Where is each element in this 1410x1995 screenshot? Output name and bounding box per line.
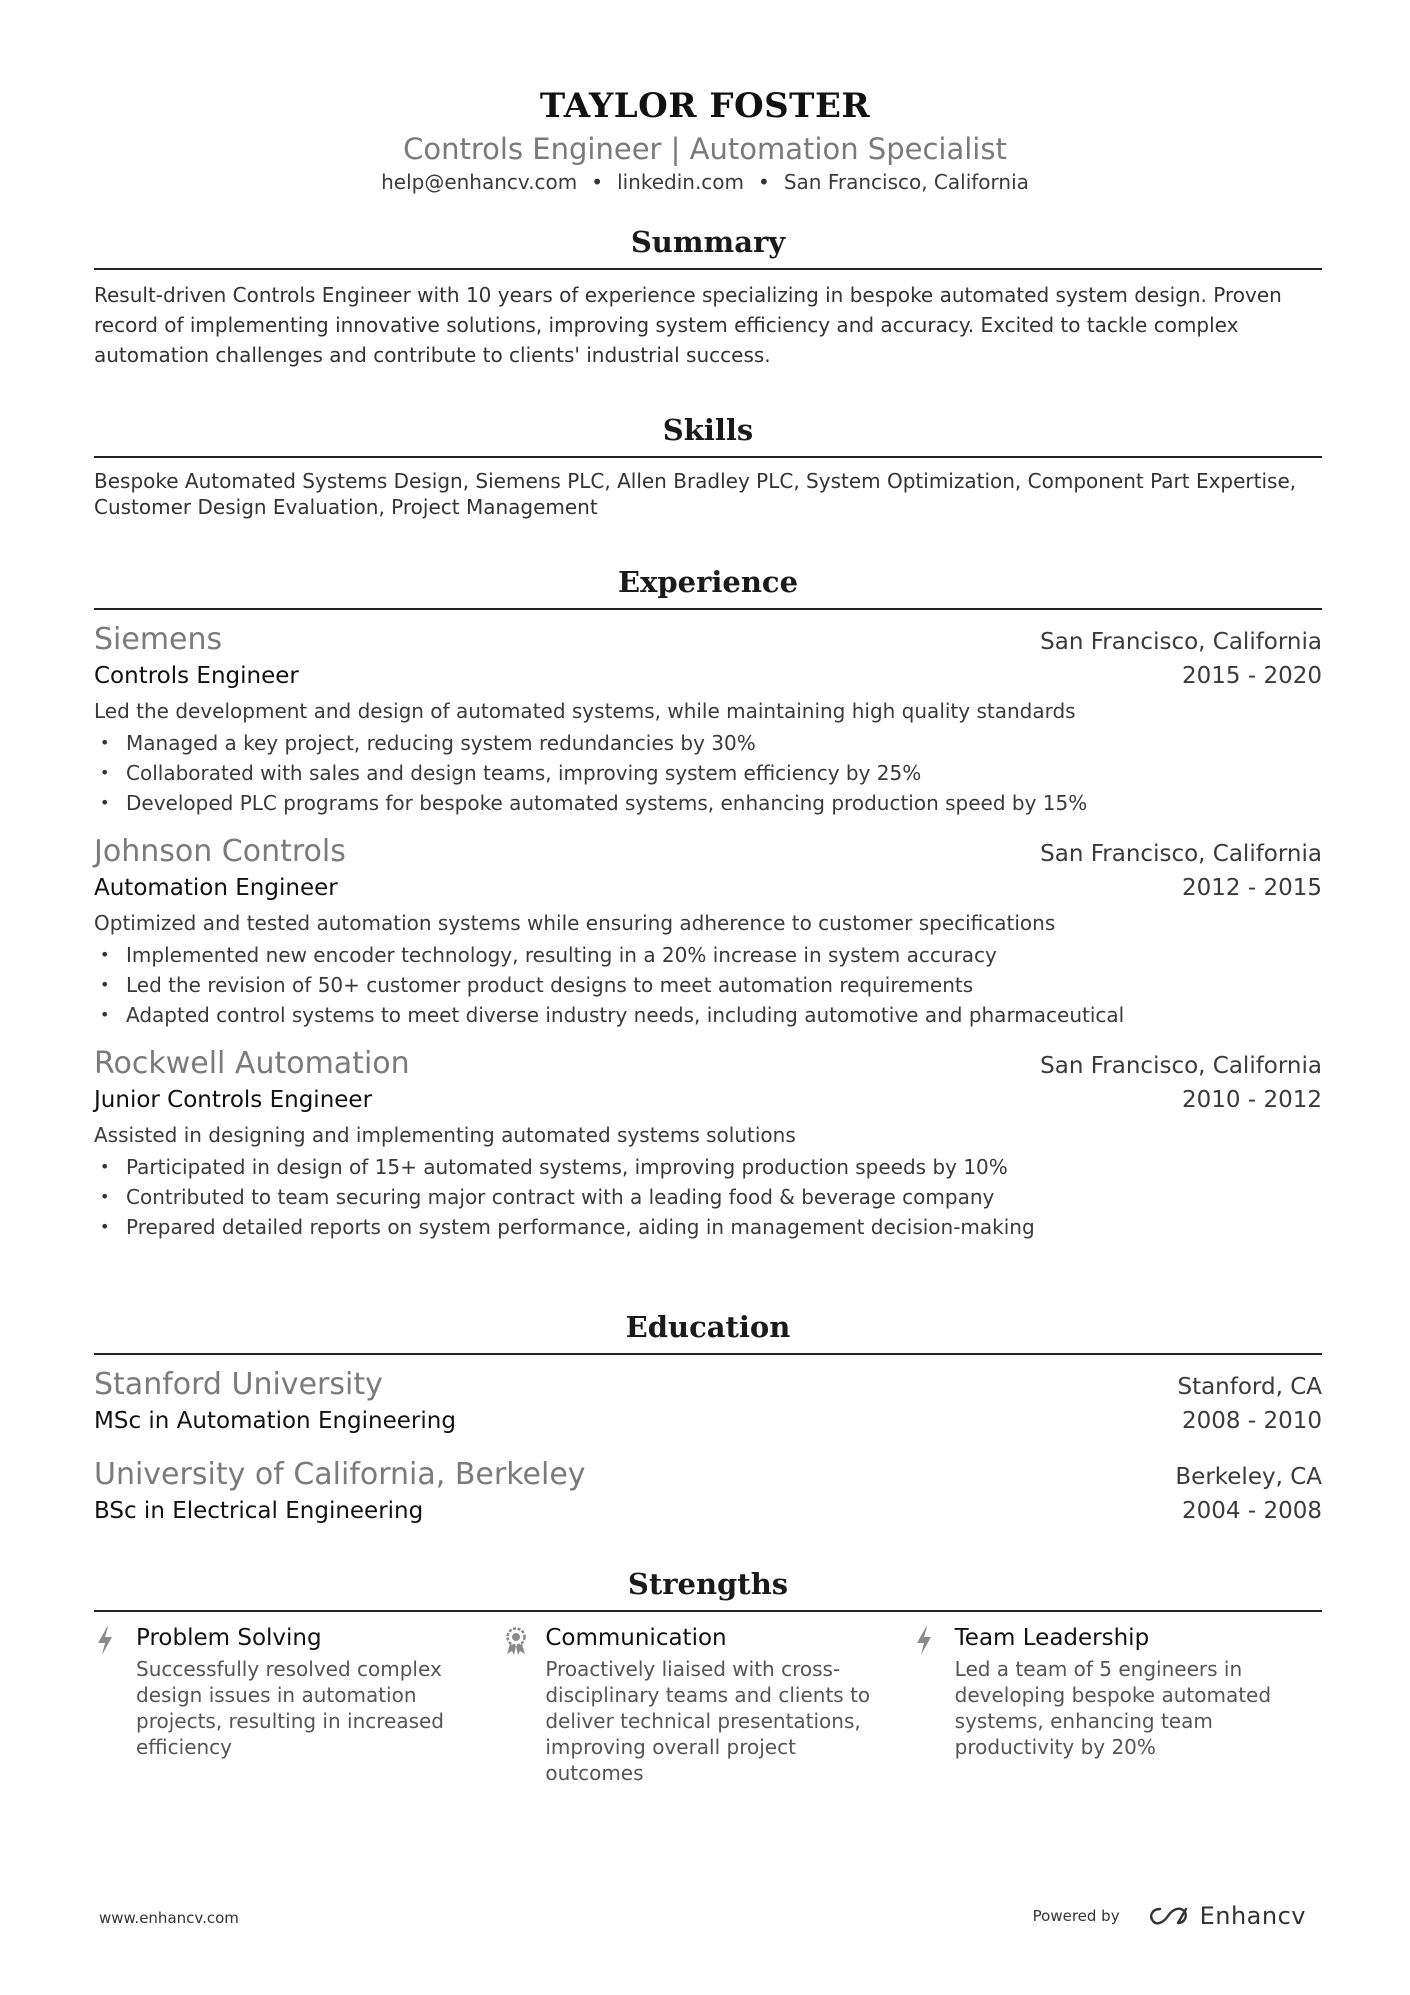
job-location: San Francisco, California <box>1040 841 1322 867</box>
job-bullets <box>94 940 1322 1030</box>
job-bullet: • Prepared detailed reports on system performance, aiding in management decision-making <box>94 1212 1322 1242</box>
footer-branding <box>1033 1902 1306 1930</box>
job-bullet: • Contributed to team securing major contract with a leading food & beverage company <box>94 1182 1322 1212</box>
contact-location: San Francisco, California <box>783 170 1029 194</box>
strength-description: Led a team of 5 engineers in developing bespoke automated systems, enhancing team productivity by 20% <box>954 1657 1272 1759</box>
award-icon <box>503 1622 545 1786</box>
job-bullet: • Implemented new encoder technology, resulting in a 20% increase in system accuracy <box>94 940 1322 970</box>
separator-dot: • <box>591 170 604 194</box>
enhancv-logo-icon <box>1146 1904 1192 1928</box>
section-heading-experience: Experience <box>94 562 1322 610</box>
section-heading-strengths: Strengths <box>94 1564 1322 1612</box>
job-dates: 2012 - 2015 <box>1182 875 1322 901</box>
section-heading-summary: Summary <box>94 222 1322 270</box>
school-name: Stanford University <box>94 1367 383 1402</box>
job-dates: 2010 - 2012 <box>1182 1087 1322 1113</box>
job-bullets <box>94 728 1322 818</box>
job-bullet: • Led the revision of 50+ customer product designs to meet automation requirements <box>94 970 1322 1000</box>
school-location: Berkeley, CA <box>1175 1464 1322 1490</box>
strength-title: Team Leadership <box>954 1625 1150 1651</box>
strength-title: Problem Solving <box>136 1625 322 1651</box>
job-description: Optimized and tested automation systems while ensuring adherence to customer specifications <box>94 911 1056 935</box>
candidate-title: Controls Engineer | Automation Specialist <box>403 132 1007 166</box>
section-heading-skills: Skills <box>94 410 1322 458</box>
school-name: University of California, Berkeley <box>94 1457 586 1492</box>
job-bullet: • Collaborated with sales and design teams, improving system efficiency by 25% <box>94 758 1322 788</box>
school-location: Stanford, CA <box>1177 1374 1322 1400</box>
education-dates: 2004 - 2008 <box>1182 1498 1322 1524</box>
job-role: Automation Engineer <box>94 875 338 901</box>
footer-website[interactable]: www.enhancv.com <box>99 1909 239 1927</box>
job-bullet: • Managed a key project, reducing system redundancies by 30% <box>94 728 1322 758</box>
lightning-icon <box>913 1622 955 1786</box>
job-location: San Francisco, California <box>1040 629 1322 655</box>
experience-entry <box>94 832 1322 1030</box>
strengths-section <box>94 1564 1322 1786</box>
job-bullet: • Participated in design of 15+ automated systems, improving production speeds by 10% <box>94 1152 1322 1182</box>
strength-description: Proactively liaised with cross-disciplinary teams and clients to deliver technical presentations, improving overall project outcomes <box>545 1657 871 1785</box>
degree: MSc in Automation Engineering <box>94 1408 456 1434</box>
resume-header <box>0 84 1410 196</box>
experience-entry <box>94 1044 1322 1242</box>
section-heading-education: Education <box>94 1307 1322 1355</box>
enhancv-brand-name: Enhancv <box>1199 1902 1306 1930</box>
job-bullet: • Adapted control systems to meet diverse industry needs, including automotive and pharmaceutical <box>94 1000 1322 1030</box>
job-bullet: • Developed PLC programs for bespoke automated systems, enhancing production speed by 15% <box>94 788 1322 818</box>
education-entry <box>94 1365 1322 1437</box>
skills-section <box>94 410 1322 520</box>
contact-line <box>0 168 1410 196</box>
job-dates: 2015 - 2020 <box>1182 663 1322 689</box>
skills-text: Bespoke Automated Systems Design, Siemens PLC, Allen Bradley PLC, System Optimization, Component Part Expertise, Customer Design Evaluation, Project Management <box>94 469 1297 519</box>
experience-section <box>94 562 1322 1242</box>
job-role: Controls Engineer <box>94 663 299 689</box>
contact-linkedin[interactable]: linkedin.com <box>617 170 745 194</box>
lightning-icon <box>94 1622 136 1786</box>
job-description: Assisted in designing and implementing automated systems solutions <box>94 1123 796 1147</box>
strength-description: Successfully resolved complex design issues in automation projects, resulting in increased efficiency <box>136 1657 444 1759</box>
job-description: Led the development and design of automated systems, while maintaining high quality standards <box>94 699 1076 723</box>
contact-email[interactable]: help@enhancv.com <box>381 170 578 194</box>
strength-title: Communication <box>545 1625 727 1651</box>
education-dates: 2008 - 2010 <box>1182 1408 1322 1434</box>
strengths-list <box>94 1622 1322 1786</box>
strength-item <box>94 1622 503 1786</box>
company-name: Johnson Controls <box>94 834 346 869</box>
job-location: San Francisco, California <box>1040 1053 1322 1079</box>
company-name: Siemens <box>94 622 223 657</box>
strength-item <box>503 1622 912 1786</box>
education-section <box>94 1307 1322 1527</box>
strength-item <box>913 1622 1322 1786</box>
education-entry <box>94 1455 1322 1527</box>
summary-text: Result-driven Controls Engineer with 10 years of experience specializing in bespoke automated system design. Proven record of implementing innovative solutions, improving system efficiency and accuracy. Excited to tackle complex automation challenges and contribute to clients' industrial success. <box>94 283 1282 367</box>
candidate-name: TAYLOR FOSTER <box>539 86 871 126</box>
degree: BSc in Electrical Engineering <box>94 1498 424 1524</box>
job-bullets <box>94 1152 1322 1242</box>
job-role: Junior Controls Engineer <box>94 1087 373 1113</box>
company-name: Rockwell Automation <box>94 1046 410 1081</box>
separator-dot: • <box>758 170 770 194</box>
enhancv-logo[interactable] <box>1146 1902 1306 1930</box>
summary-section <box>94 222 1322 370</box>
powered-by-label: Powered by <box>1032 1907 1120 1925</box>
experience-entry <box>94 620 1322 818</box>
